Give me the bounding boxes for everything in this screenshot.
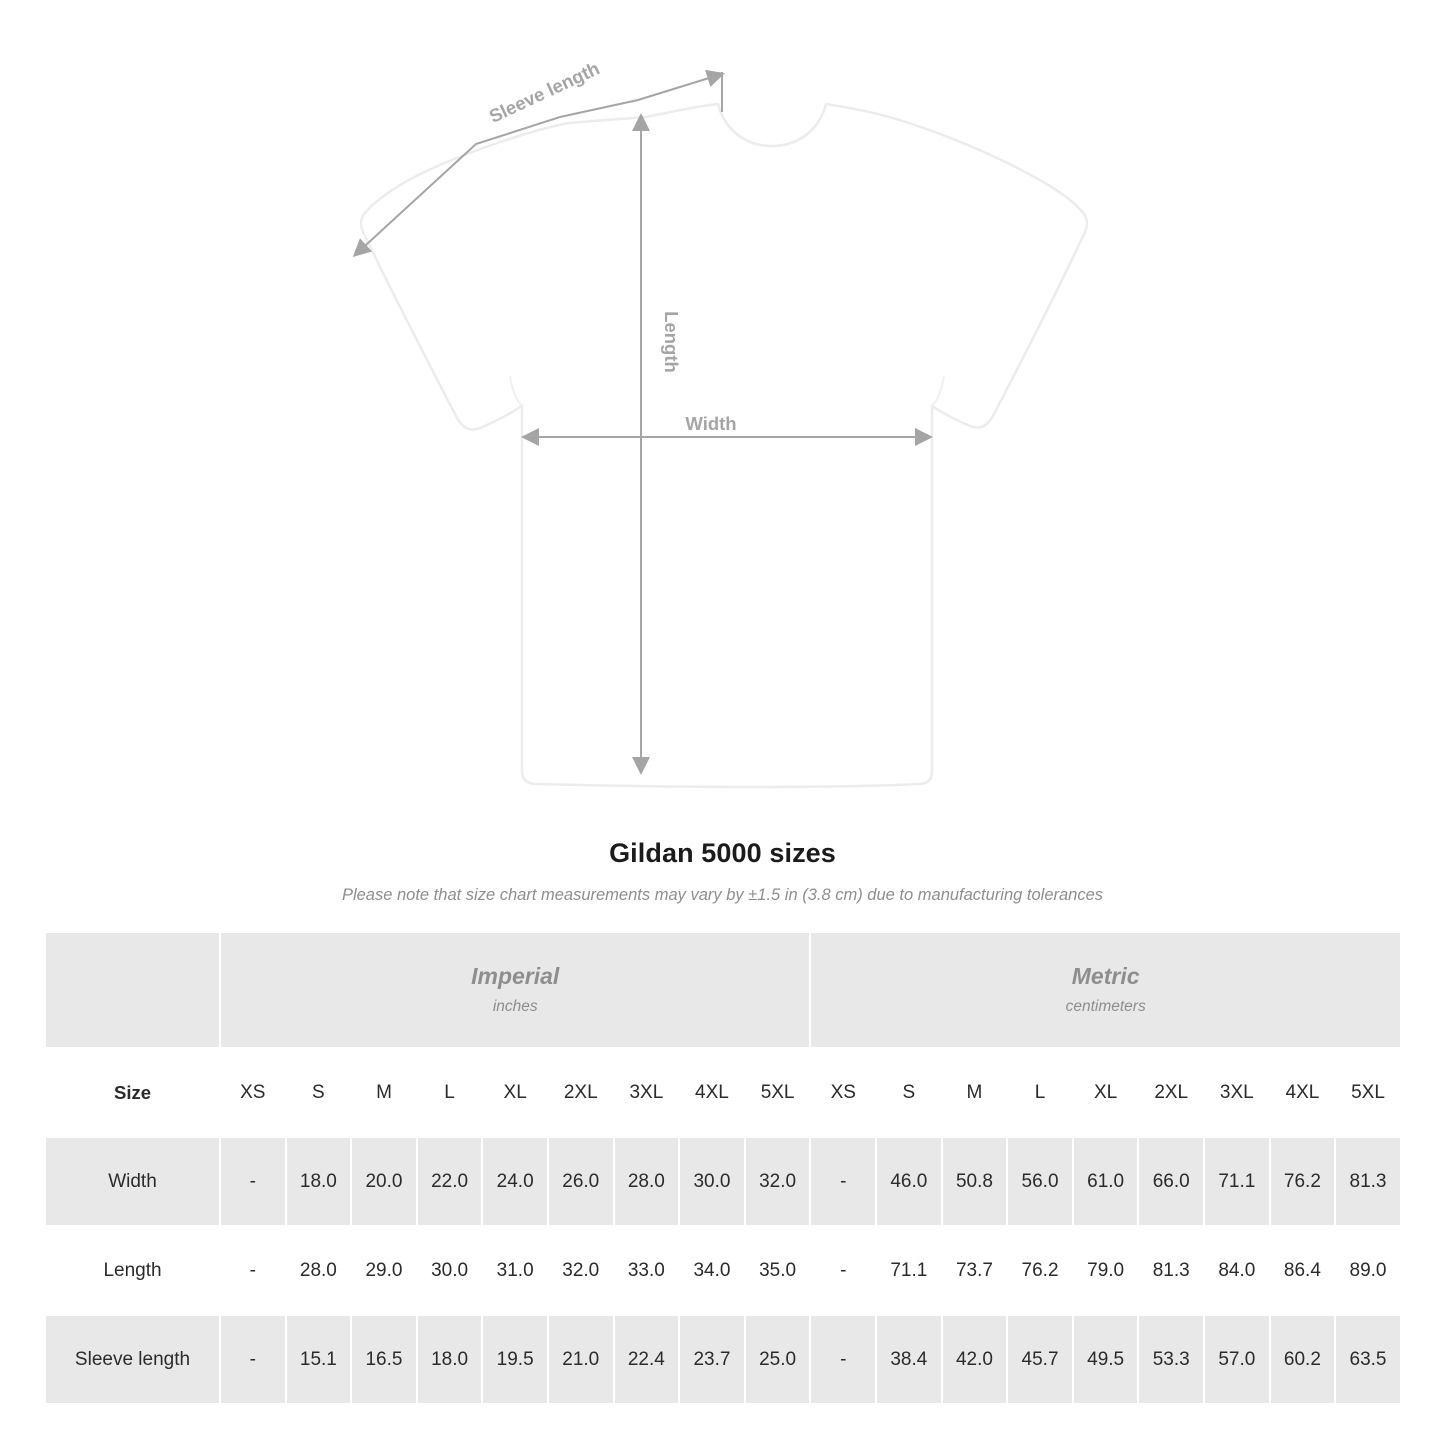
- unit-header-row: [45, 932, 1401, 1048]
- length-metric-s: 71.1: [876, 1226, 942, 1315]
- size-header-row: [45, 1048, 1401, 1137]
- table-row-length: [45, 1226, 1401, 1315]
- length-label: Length: [661, 311, 682, 373]
- length-imperial-l: 30.0: [417, 1226, 483, 1315]
- size-header-imperial-2xl: 2XL: [548, 1048, 614, 1137]
- size-header-metric-xs: XS: [810, 1048, 876, 1137]
- unit-header-spacer: [45, 932, 220, 1048]
- sleeve-imperial-3xl: 22.4: [614, 1315, 680, 1404]
- unit-header-imperial: [220, 932, 810, 1048]
- length-imperial-m: 29.0: [351, 1226, 417, 1315]
- length-imperial-3xl: 33.0: [614, 1226, 680, 1315]
- width-metric-5xl: 81.3: [1335, 1137, 1401, 1226]
- size-table-wrapper: [44, 931, 1401, 1405]
- unit-header-metric: [810, 932, 1400, 1048]
- width-imperial-4xl: 30.0: [679, 1137, 745, 1226]
- size-header-metric-3xl: 3XL: [1204, 1048, 1270, 1137]
- sleeve-length-label: Sleeve length: [485, 57, 603, 127]
- size-header-label: Size: [45, 1048, 220, 1137]
- sleeve-metric-m: 42.0: [942, 1315, 1008, 1404]
- width-metric-m: 50.8: [942, 1137, 1008, 1226]
- sleeve-imperial-l: 18.0: [417, 1315, 483, 1404]
- tolerance-note: Please note that size chart measurements may vary by ±1.5 in (3.8 cm) due to manufacturing tolerances: [341, 886, 1104, 904]
- width-metric-xl: 61.0: [1073, 1137, 1139, 1226]
- width-metric-3xl: 71.1: [1204, 1137, 1270, 1226]
- width-imperial-3xl: 28.0: [614, 1137, 680, 1226]
- length-imperial-5xl: 35.0: [745, 1226, 811, 1315]
- size-header-metric-s: S: [876, 1048, 942, 1137]
- length-metric-3xl: 84.0: [1204, 1226, 1270, 1315]
- page-title: Gildan 5000 sizes: [609, 838, 836, 868]
- sleeve-metric-2xl: 53.3: [1138, 1315, 1204, 1404]
- size-header-metric-2xl: 2XL: [1138, 1048, 1204, 1137]
- length-imperial-s: 28.0: [286, 1226, 352, 1315]
- sleeve-imperial-5xl: 25.0: [745, 1315, 811, 1404]
- width-label: Width: [685, 413, 737, 434]
- table-row-width: [45, 1137, 1401, 1226]
- sleeve-imperial-2xl: 21.0: [548, 1315, 614, 1404]
- width-imperial-m: 20.0: [351, 1137, 417, 1226]
- size-header-metric-xl: XL: [1073, 1048, 1139, 1137]
- length-metric-xl: 79.0: [1073, 1226, 1139, 1315]
- sleeve-metric-xl: 49.5: [1073, 1315, 1139, 1404]
- sleeve-metric-4xl: 60.2: [1270, 1315, 1336, 1404]
- size-header-metric-l: L: [1007, 1048, 1073, 1137]
- size-table: [44, 931, 1402, 1405]
- size-header-imperial-4xl: 4XL: [679, 1048, 745, 1137]
- sleeve-imperial-xs: -: [220, 1315, 286, 1404]
- length-metric-m: 73.7: [942, 1226, 1008, 1315]
- width-imperial-xs: -: [220, 1137, 286, 1226]
- sleeve-metric-l: 45.7: [1007, 1315, 1073, 1404]
- size-header-imperial-s: S: [286, 1048, 352, 1137]
- size-header-metric-4xl: 4XL: [1270, 1048, 1336, 1137]
- size-header-imperial-3xl: 3XL: [614, 1048, 680, 1137]
- length-metric-l: 76.2: [1007, 1226, 1073, 1315]
- width-metric-xs: -: [810, 1137, 876, 1226]
- row-label-sleeve-length: Sleeve length: [45, 1315, 220, 1404]
- unit-imperial-sub: inches: [492, 997, 538, 1015]
- width-metric-s: 46.0: [876, 1137, 942, 1226]
- title-block: [0, 838, 1445, 905]
- table-row-sleeve-length: [45, 1315, 1401, 1404]
- sleeve-imperial-s: 15.1: [286, 1315, 352, 1404]
- unit-metric-name: Metric: [1071, 963, 1140, 990]
- width-metric-l: 56.0: [1007, 1137, 1073, 1226]
- length-imperial-xl: 31.0: [482, 1226, 548, 1315]
- width-imperial-5xl: 32.0: [745, 1137, 811, 1226]
- width-imperial-xl: 24.0: [482, 1137, 548, 1226]
- row-label-width: Width: [45, 1137, 220, 1226]
- length-metric-5xl: 89.0: [1335, 1226, 1401, 1315]
- size-header-metric-m: M: [942, 1048, 1008, 1137]
- width-imperial-l: 22.0: [417, 1137, 483, 1226]
- sleeve-imperial-m: 16.5: [351, 1315, 417, 1404]
- unit-imperial-name: Imperial: [471, 963, 560, 990]
- sleeve-imperial-4xl: 23.7: [679, 1315, 745, 1404]
- sleeve-imperial-xl: 19.5: [482, 1315, 548, 1404]
- width-metric-4xl: 76.2: [1270, 1137, 1336, 1226]
- length-metric-2xl: 81.3: [1138, 1226, 1204, 1315]
- size-header-imperial-m: M: [351, 1048, 417, 1137]
- width-metric-2xl: 66.0: [1138, 1137, 1204, 1226]
- row-label-length: Length: [45, 1226, 220, 1315]
- tshirt-shape: [361, 104, 1087, 787]
- width-imperial-s: 18.0: [286, 1137, 352, 1226]
- size-header-imperial-xl: XL: [482, 1048, 548, 1137]
- sleeve-metric-s: 38.4: [876, 1315, 942, 1404]
- length-imperial-2xl: 32.0: [548, 1226, 614, 1315]
- size-header-metric-5xl: 5XL: [1335, 1048, 1401, 1137]
- unit-metric-sub: centimeters: [1065, 997, 1146, 1015]
- sleeve-metric-xs: -: [810, 1315, 876, 1404]
- length-metric-xs: -: [810, 1226, 876, 1315]
- length-metric-4xl: 86.4: [1270, 1226, 1336, 1315]
- width-imperial-2xl: 26.0: [548, 1137, 614, 1226]
- size-header-imperial-5xl: 5XL: [745, 1048, 811, 1137]
- length-imperial-xs: -: [220, 1226, 286, 1315]
- sleeve-metric-3xl: 57.0: [1204, 1315, 1270, 1404]
- sleeve-metric-5xl: 63.5: [1335, 1315, 1401, 1404]
- size-header-imperial-xs: XS: [220, 1048, 286, 1137]
- length-imperial-4xl: 34.0: [679, 1226, 745, 1315]
- size-header-imperial-l: L: [417, 1048, 483, 1137]
